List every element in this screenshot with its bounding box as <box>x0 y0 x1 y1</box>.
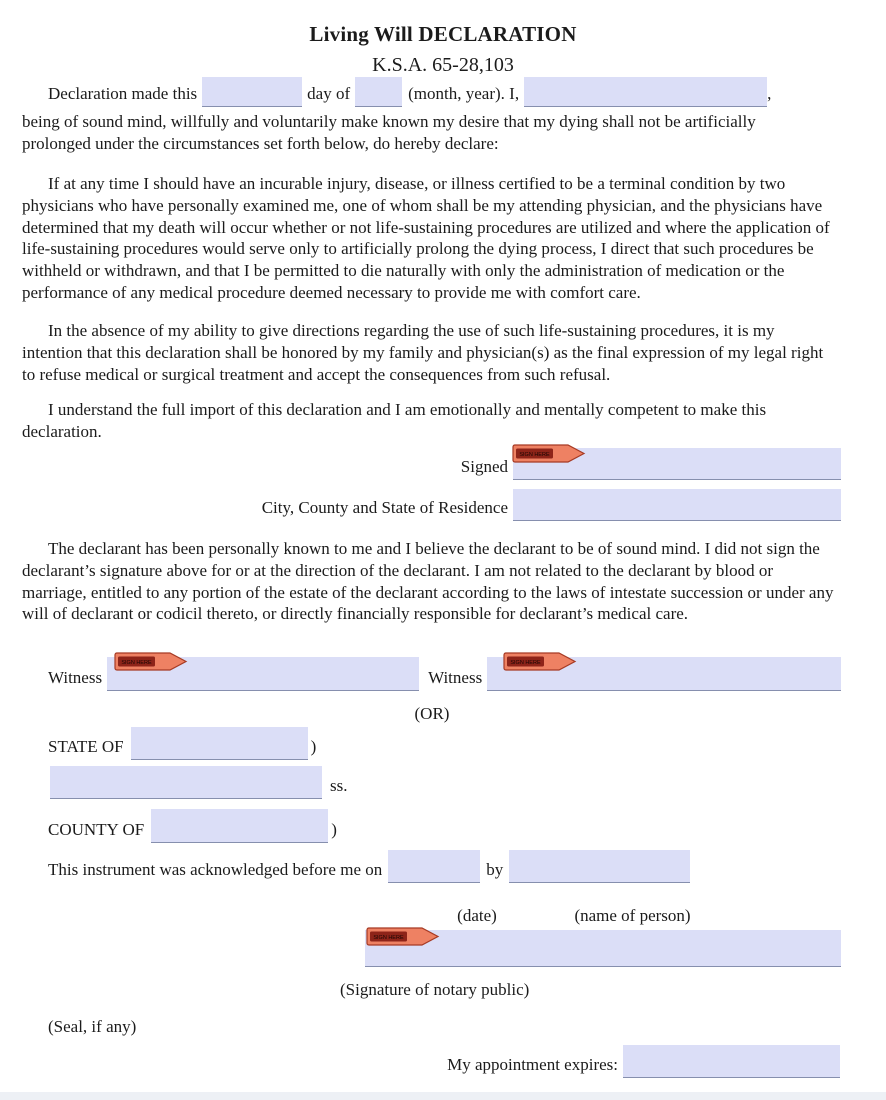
svg-text:SIGN HERE: SIGN HERE <box>510 660 541 666</box>
residence-field[interactable] <box>513 489 841 521</box>
day-of-text: day of <box>307 84 351 103</box>
paragraph-intro-continuation: being of sound mind, willfully and voluntarily make known my desire that my dying shall not be artificially prolonged under the circumstances set forth below, do hereby declare: <box>22 112 756 153</box>
acknowledged-label: This instrument was acknowledged before me on <box>48 860 383 879</box>
seal-caption: (Seal, if any) <box>48 1017 137 1036</box>
county-field[interactable] <box>151 809 328 843</box>
ss-label: ss. <box>330 776 348 795</box>
county-of-label: COUNTY OF <box>48 820 145 839</box>
state-field[interactable] <box>131 727 308 760</box>
sign-here-flag-icon[interactable] <box>114 652 188 671</box>
county-of-row <box>22 809 337 843</box>
appointment-row <box>22 1045 840 1078</box>
statute-reference: K.S.A. 65-28,103 <box>372 54 514 76</box>
paragraph-terminal-condition: If at any time I should have an incurable injury, disease, or illness certified to be a terminal condition by two physicians who have personally examined me, one of whom shall be my attending physician, and the physicians have determined that my death will occur whether or not life-sustaining procedures are utilized and where the application of life-sustaining procedures would serve only to artificially prolong the dying process, I direct that such procedures be withheld or withdrawn, and that I be permitted to die naturally with only the administration of medication or the performance of any medical procedure deemed necessary to provide me with comfort care. <box>22 174 830 302</box>
witness2-label: Witness <box>428 668 483 687</box>
trailing-comma: , <box>767 84 772 103</box>
witness1-label: Witness <box>48 668 103 687</box>
paragraph-full-import: I understand the full import of this declaration and I am emotionally and mentally competent to make this declaration. <box>22 400 767 441</box>
paragraph-absence-of-ability: In the absence of my ability to give directions regarding the use of such life-sustaining procedures, it is my intention that this declaration shall be honored by my family and physician(s) as the final expression of my legal right to refuse medical or surgical treatment and accept the consequences from such refusal. <box>22 321 824 384</box>
declarant-name-field[interactable] <box>524 77 767 107</box>
paragraph-witness-statement: The declarant has been personally known to me and I believe the declarant to be of sound mind. I did not sign the declarant’s signature above for or at the direction of the declarant. I am not related to the declarant by blood or marriage, entitled to any portion of the estate of the declarant according to the laws of intestate succession or under any will of declarant or codicil thereto, or directly financially responsible for declarant’s medical care. <box>22 539 834 624</box>
county-close-paren: ) <box>331 820 337 839</box>
residence-label: City, County and State of Residence <box>261 498 508 517</box>
appointment-expires-field[interactable] <box>623 1045 840 1078</box>
ss-row <box>22 766 347 799</box>
notary-caption: (Signature of notary public) <box>340 980 530 999</box>
acknowledgment-name-field[interactable] <box>509 850 690 883</box>
day-field[interactable] <box>202 77 302 107</box>
name-of-person-caption: (name of person) <box>574 906 691 925</box>
by-label: by <box>486 860 504 879</box>
month-year-field[interactable] <box>355 77 402 107</box>
state-close-paren: ) <box>310 737 317 756</box>
state-of-label: STATE OF <box>48 737 124 756</box>
signed-row <box>22 448 841 480</box>
sign-here-flag-icon[interactable] <box>512 444 586 463</box>
month-year-text: (month, year). I, <box>408 84 520 103</box>
made-this-text: Declaration made this <box>48 84 198 103</box>
sign-here-flag-icon[interactable] <box>366 927 440 946</box>
signed-label: Signed <box>460 457 508 476</box>
residence-row <box>22 489 841 521</box>
ss-line-field[interactable] <box>50 766 322 799</box>
svg-text:SIGN HERE: SIGN HERE <box>373 935 404 941</box>
svg-text:SIGN HERE: SIGN HERE <box>121 660 152 666</box>
sign-here-flag-icon[interactable] <box>503 652 577 671</box>
acknowledgment-date-field[interactable] <box>388 850 480 883</box>
acknowledgment-row <box>22 850 690 883</box>
declaration-made-line <box>22 76 812 107</box>
page-bottom-edge <box>0 1092 886 1100</box>
appointment-label: My appointment expires: <box>447 1055 618 1074</box>
date-caption: (date) <box>457 906 497 925</box>
or-label: (OR) <box>414 704 450 723</box>
svg-text:SIGN HERE: SIGN HERE <box>519 452 550 458</box>
state-of-row <box>22 727 316 760</box>
page-title: Living Will DECLARATION <box>309 22 577 46</box>
